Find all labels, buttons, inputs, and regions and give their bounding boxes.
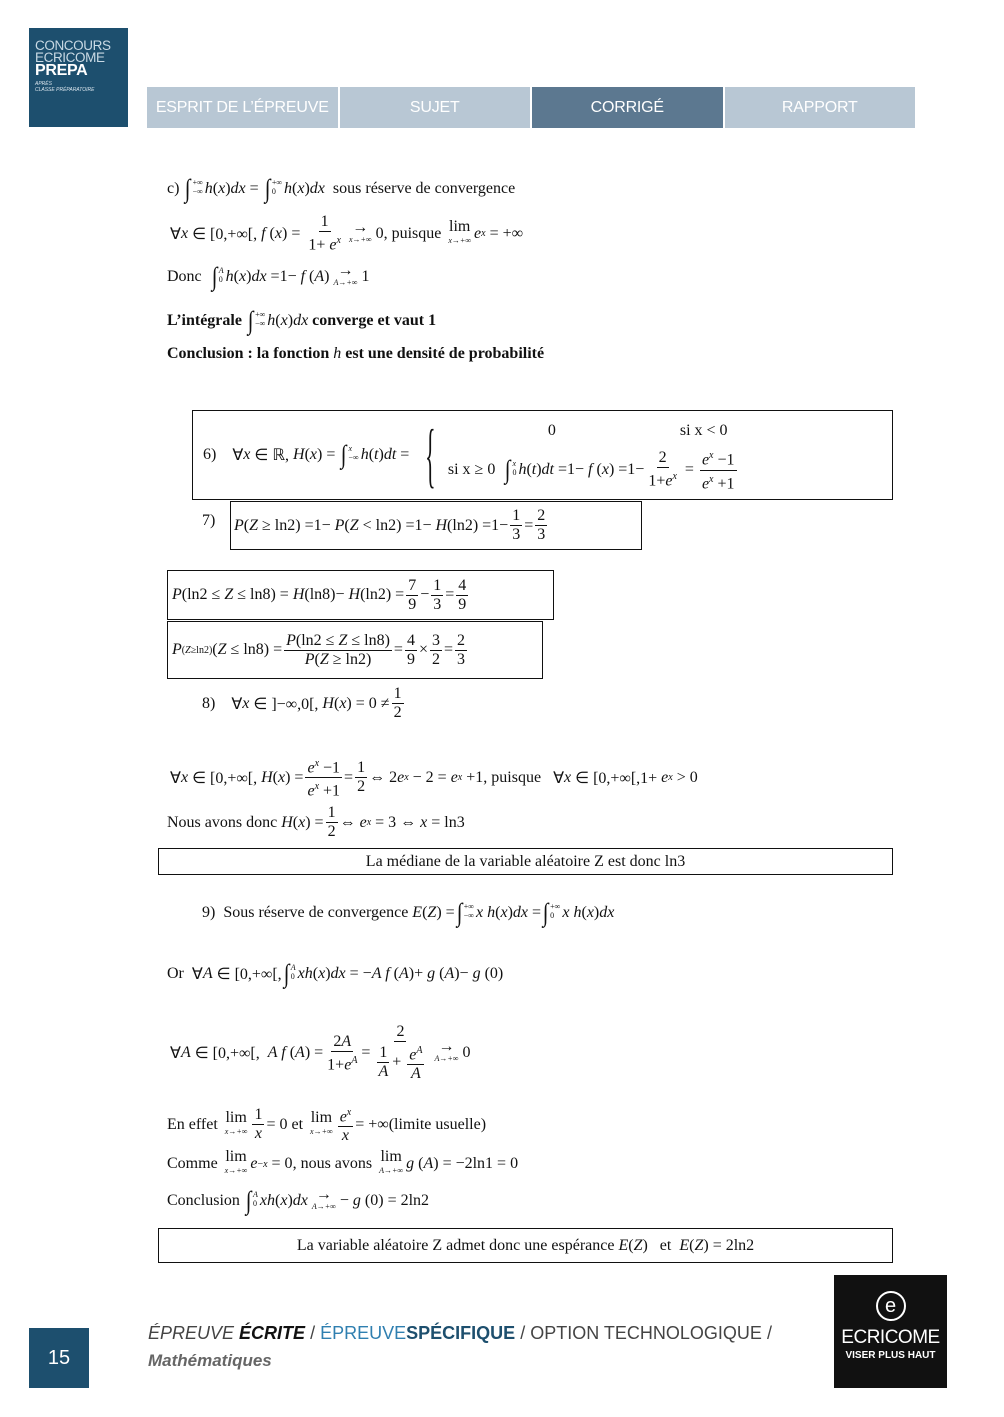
ecricome-e-icon: e: [876, 1291, 906, 1321]
logo-line-prepa: PREPA: [35, 62, 88, 79]
logo-line-apres: APRÈS: [35, 81, 52, 87]
prob-box-2: P (Z≥ln2) ( Z ≤ ln8) = $\frac{P(\ln 2 \le Z \le \ln 8)}{P(Z \ge \ln 2)}$ = $\frac{4}{9}$ × $\frac{3}{2}$ = $\frac{2}{3}$: [167, 621, 543, 679]
q6-si-neg: si x < 0: [679, 422, 728, 439]
line-f-limit: ∀ x ∈ [0,+∞[, f ( x ) = $\frac{1}{1+ e^x}$ → x→+∞ 0 , puisque lim x→+∞ e x = +∞: [170, 213, 524, 254]
footer-slash-3: /: [766, 1323, 772, 1343]
c-label: c): [167, 180, 180, 197]
line-conclusion: Conclusion : la fonction h est une densité de probabilité: [167, 345, 545, 362]
footer-epreuve2: ÉPREUVE: [320, 1323, 407, 1343]
conclusion2-label: Conclusion: [167, 1192, 240, 1209]
nous-avons-donc: Nous avons donc: [167, 813, 278, 831]
q6-si-pos: si x ≥ 0: [447, 461, 496, 478]
page-number: 15: [29, 1328, 89, 1388]
integrale-result: converge et vaut 1: [312, 312, 437, 329]
esperance-et: et: [659, 1236, 672, 1254]
tab-esprit[interactable]: ESPRIT DE L’ÉPREUVE: [147, 87, 338, 128]
line-nous-avons-donc: Nous avons donc H ( x ) = $\frac{1}{2}$ ⇔ e x = 3 ⇔ x = ln3: [167, 804, 465, 840]
ecricome-brand-logo: [834, 1275, 947, 1388]
line-median-eq: ∀ x ∈ [0,+∞[, H ( x ) = $\frac{e^x -1}{e^x +1}$ = $\frac{1}{2}$ ⇔ 2 e x − 2 = e x +1 , puisque ∀ x ∈ [0,+∞[,1+ e x > 0: [170, 755, 698, 801]
tab-rapport[interactable]: RAPPORT: [725, 87, 916, 128]
brand-tagline: VISER PLUS HAUT: [845, 1350, 936, 1361]
c-puisque: , puisque: [383, 224, 442, 242]
limite-usuelle: limite usuelle: [394, 1115, 481, 1133]
footer-ecrite: ÉCRITE: [239, 1323, 306, 1343]
tab-corrige[interactable]: CORRIGÉ: [532, 87, 723, 128]
brand-name: ECRICOME: [841, 1327, 940, 1348]
footer-slash-2: /: [520, 1323, 526, 1343]
line-conclusion2: Conclusion ∫ A 0 xh ( x ) dx → A→+∞ − g (0) = 2ln2: [167, 1186, 430, 1215]
q6-zero: 0: [547, 422, 556, 439]
q7-label: [202, 512, 215, 530]
puisque-label: , puisque: [483, 768, 542, 786]
integrale-label: L’intégrale: [167, 312, 242, 329]
line-or: Or ∀ A ∈ [0,+∞[, ∫ A 0 xh ( x ) dx = − A f ( A )+ g ( A )− g (0): [167, 959, 504, 988]
conclusion-label: Conclusion : la fonction: [167, 345, 330, 362]
q7-number: 7): [202, 512, 216, 529]
nous-avons: , nous avons: [292, 1155, 373, 1172]
prob-box-1: P (ln2 ≤ Z ≤ ln8) = H (ln8)− H (ln2) = $\frac{7}{9}$ − $\frac{1}{3}$ = $\frac{4}{9}$: [167, 570, 554, 620]
or-label: Or: [167, 965, 184, 982]
q8-label: 8): [202, 694, 216, 712]
conclusion-rest: est une densité de probabilité: [345, 345, 545, 362]
logo-line-concours: CONCOURS: [35, 38, 111, 53]
line-comme: Comme lim x→+∞ e −x = 0 , nous avons lim A→+∞ g ( A ) = −2ln1 = 0: [167, 1148, 519, 1175]
line-af: ∀ A ∈ [0,+∞[, A f ( A ) = $\frac{2A}{1+e^A}$ = 2 $\frac{1}{A}$ + $\frac{e^A}{A}$ → A→+∞ 0: [170, 1023, 471, 1083]
footer-subject: Mathématiques: [148, 1351, 272, 1370]
q7-box: P ( Z ≥ ln2) =1− P ( Z < ln2) =1− H (ln2) =1− $\frac{1}{3}$ = $\frac{2}{3}$: [230, 501, 642, 550]
q6-label: 6): [203, 446, 217, 463]
footer-exam-line: [148, 1323, 772, 1344]
line-c-integral: c) ∫ +∞ −∞ h ( x ) dx = ∫ +∞ 0 h ( x ) dx sous réserve de convergence: [167, 174, 516, 203]
line-q9: 9) Sous réserve de convergence E ( Z ) = ∫ +∞ −∞ x h ( x ) dx = ∫ +∞ 0 x h ( x ) dx: [202, 898, 615, 927]
line-en-effet: En effet lim x→+∞ $\frac{1}{x}$ = 0 et lim x→+∞ $\frac{e^x}{x}$ = +∞( limite usuelle ): [167, 1104, 486, 1145]
q9-label: 9): [202, 904, 216, 921]
line-donc: Donc ∫ A 0 h ( x ) dx =1− f ( A ) → A→+∞ 1: [167, 262, 370, 291]
donc-label: Donc: [167, 268, 202, 285]
esperance-box: La variable aléatoire Z admet donc une espérance E ( Z ) et E ( Z ) = 2ln2: [158, 1228, 893, 1263]
tab-sujet[interactable]: SUJET: [340, 87, 531, 128]
footer-epreuve: ÉPREUVE: [148, 1323, 235, 1343]
section-tabs: [147, 87, 915, 128]
mediane-box: La médiane de la variable aléatoire Z est donc ln3: [158, 848, 893, 875]
line-integrale: L’intégrale ∫ +∞ −∞ h ( x ) dx converge et vaut 1: [167, 306, 437, 335]
esperance-text: La variable aléatoire Z admet donc une espérance: [296, 1236, 615, 1254]
footer-slash-1: /: [310, 1323, 316, 1343]
en-effet: En effet: [167, 1115, 218, 1133]
footer-specifique: SPÉCIFIQUE: [406, 1323, 516, 1343]
logo-line-classe: CLASSE PRÉPARATOIRE: [35, 87, 95, 93]
q6-box: 6) ∀ x ∈ ℝ, H ( x ) = ∫ x −∞ h ( t ) dt = { 0 si x < 0 si x ≥ 0 ∫ x 0 h ( t ) dt =1− f ( x ) =1− $\frac{2}{1+e^x}$ = $\frac{e^x -1}{e^x +1}$: [192, 410, 893, 500]
comme-label: Comme: [167, 1155, 218, 1172]
c-reserve: sous réserve de convergence: [332, 180, 516, 197]
logo-line-ecricome: ECRICOME: [35, 50, 105, 65]
footer-option: OPTION TECHNOLOGIQUE: [530, 1323, 762, 1343]
line-q8: 8) ∀ x ∈ ]−∞,0[, H ( x ) = 0 ≠ $\frac{1}{2}$: [202, 685, 402, 721]
concours-logo: [29, 28, 128, 127]
q9-text: Sous réserve de convergence: [223, 904, 409, 921]
et-label: et: [291, 1115, 304, 1133]
